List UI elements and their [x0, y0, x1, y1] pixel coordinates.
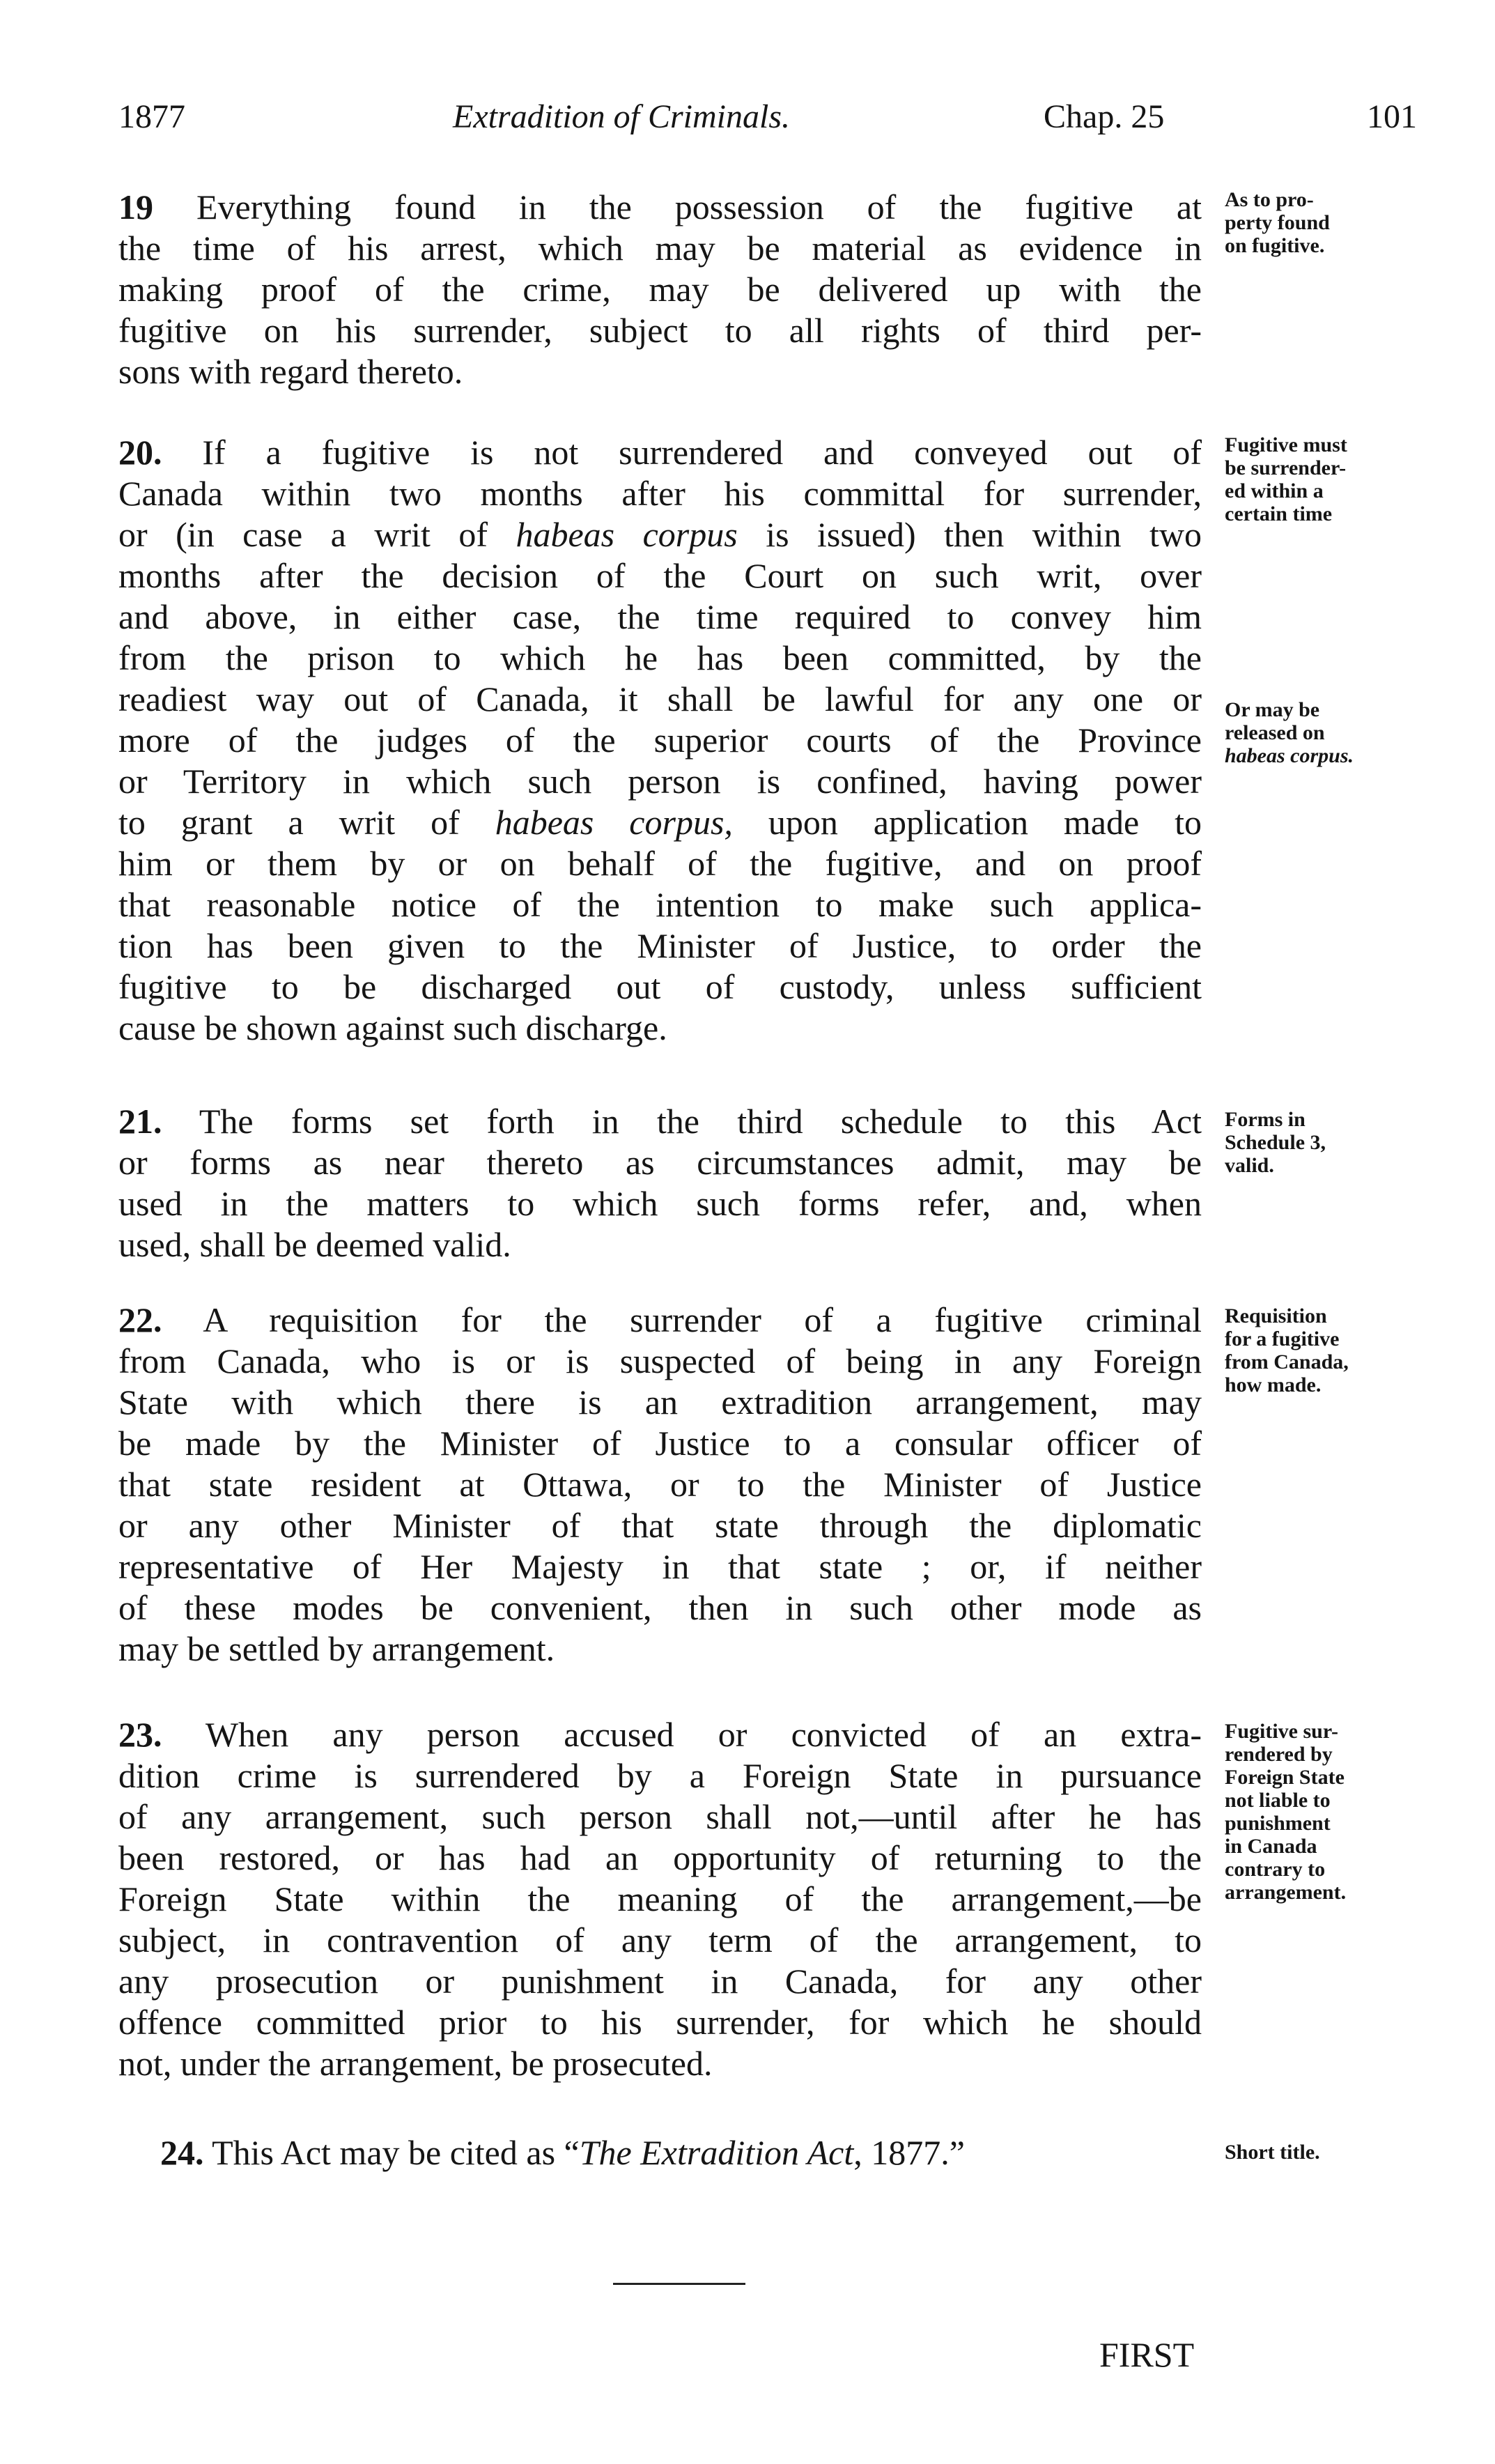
- section-line: tion has been given to the Minister of Justice, to order the: [118, 926, 1202, 965]
- section-line: may be settled by arrangement.: [118, 1629, 555, 1668]
- section-line: or any other Minister of that state through the diplomatic: [118, 1506, 1202, 1545]
- section-line: Canada within two months after his committal for surrender,: [118, 474, 1202, 513]
- section-23: [118, 1714, 1202, 2084]
- section-line: 21. The forms set forth in the third schedule to this Act: [118, 1102, 1202, 1141]
- margin-note-section-22: Requisition for a fugitive from Canada, how made.: [1225, 1304, 1349, 1396]
- section-22: [118, 1300, 1202, 1670]
- section-line: 19 Everything found in the possession of the fugitive at: [118, 187, 1202, 226]
- section-line: the time of his arrest, which may be material as evidence in: [118, 229, 1202, 268]
- section-line: sons with regard thereto.: [118, 352, 463, 391]
- section-line: more of the judges of the superior courts of the Province: [118, 721, 1202, 760]
- running-head: [118, 98, 1421, 146]
- section-line: dition crime is surrendered by a Foreign State in pursuance: [118, 1756, 1202, 1795]
- margin-note-section-20-habeas: Or may be released on habeas corpus.: [1225, 698, 1354, 767]
- section-line: 20. If a fugitive is not surrendered and conveyed out of: [118, 433, 1202, 472]
- margin-note-section-20: Fugitive must be surrender- ed within a certain time: [1225, 433, 1347, 525]
- section-line: or Territory in which such person is confined, having power: [118, 762, 1202, 801]
- section-line: 23. When any person accused or convicted of an extra-: [118, 1715, 1202, 1754]
- header-year: 1877: [118, 98, 185, 135]
- section-24: [160, 2132, 1205, 2173]
- section-line: making proof of the crime, may be delivered up with the: [118, 270, 1202, 309]
- section-line: Foreign State within the meaning of the arrangement,—be: [118, 1879, 1202, 1918]
- section-line: any prosecution or punishment in Canada, for any other: [118, 1962, 1202, 2001]
- margin-note-section-21: Forms in Schedule 3, valid.: [1225, 1108, 1326, 1177]
- header-page-number: 101: [1367, 98, 1417, 135]
- section-number: 23.: [118, 1715, 162, 1754]
- section-line: subject, in contravention of any term of the arrangement, to: [118, 1920, 1202, 1959]
- section-line: cause be shown against such discharge.: [118, 1008, 667, 1047]
- margin-note-section-24: Short title.: [1225, 2141, 1320, 2164]
- section-line: of these modes be convenient, then in such other mode as: [118, 1588, 1202, 1627]
- section-line: not, under the arrangement, be prosecuted.: [118, 2044, 713, 2083]
- section-number: 22.: [118, 1300, 162, 1339]
- header-title: Extradition of Criminals.: [453, 98, 791, 135]
- section-line: readiest way out of Canada, it shall be lawful for any one or: [118, 679, 1202, 718]
- section-20: [118, 432, 1202, 1049]
- section-line: or forms as near thereto as circumstances admit, may be: [118, 1143, 1202, 1182]
- section-line: of any arrangement, such person shall not,—until after he has: [118, 1797, 1202, 1836]
- section-line: representative of Her Majesty in that state ; or, if neither: [118, 1547, 1202, 1586]
- section-line: and above, in either case, the time required to convey him: [118, 597, 1202, 636]
- section-line: or (in case a writ of habeas corpus is issued) then within two: [118, 515, 1202, 554]
- section-number: 21.: [118, 1102, 162, 1141]
- section-divider: [613, 2283, 745, 2285]
- section-line: been restored, or has had an opportunity of returning to the: [118, 1838, 1202, 1877]
- section-line: State with which there is an extradition arrangement, may: [118, 1383, 1202, 1422]
- section-number: 24.: [160, 2133, 204, 2172]
- section-line: be made by the Minister of Justice to a consular officer of: [118, 1424, 1202, 1463]
- margin-note-section-23: Fugitive sur- rendered by Foreign State not liable to punishment in Canada contrary to arrangement.: [1225, 1720, 1347, 1904]
- section-line: 22. A requisition for the surrender of a fugitive criminal: [118, 1300, 1202, 1339]
- section-line: fugitive to be discharged out of custody, unless sufficient: [118, 967, 1202, 1006]
- section-number: 20.: [118, 433, 162, 472]
- section-line: used, shall be deemed valid.: [118, 1225, 511, 1264]
- section-number: 19: [118, 187, 153, 226]
- header-chapter: Chap. 25: [1044, 98, 1165, 135]
- act-short-title: The Extradition Act: [579, 2133, 854, 2172]
- section-line: fugitive on his surrender, subject to all rights of third per-: [118, 311, 1202, 350]
- section-19: [118, 187, 1202, 392]
- section-line: from Canada, who is or is suspected of being in any Foreign: [118, 1341, 1202, 1380]
- section-line: months after the decision of the Court on such writ, over: [118, 556, 1202, 595]
- section-line: him or them by or on behalf of the fugitive, and on proof: [118, 844, 1202, 883]
- section-line: 24. This Act may be cited as “The Extradition Act, 1877.”: [160, 2133, 965, 2172]
- section-line: that reasonable notice of the intention to make such applica-: [118, 885, 1202, 924]
- margin-note-section-19: As to pro- perty found on fugitive.: [1225, 188, 1330, 257]
- section-line: offence committed prior to his surrender, for which he should: [118, 2003, 1202, 2042]
- section-21: [118, 1101, 1202, 1265]
- section-line: that state resident at Ottawa, or to the Minister of Justice: [118, 1465, 1202, 1504]
- catchword: FIRST: [1099, 2335, 1195, 2374]
- section-line: to grant a writ of habeas corpus, upon application made to: [118, 803, 1202, 842]
- section-line: used in the matters to which such forms refer, and, when: [118, 1184, 1202, 1223]
- section-line: from the prison to which he has been committed, by the: [118, 638, 1202, 677]
